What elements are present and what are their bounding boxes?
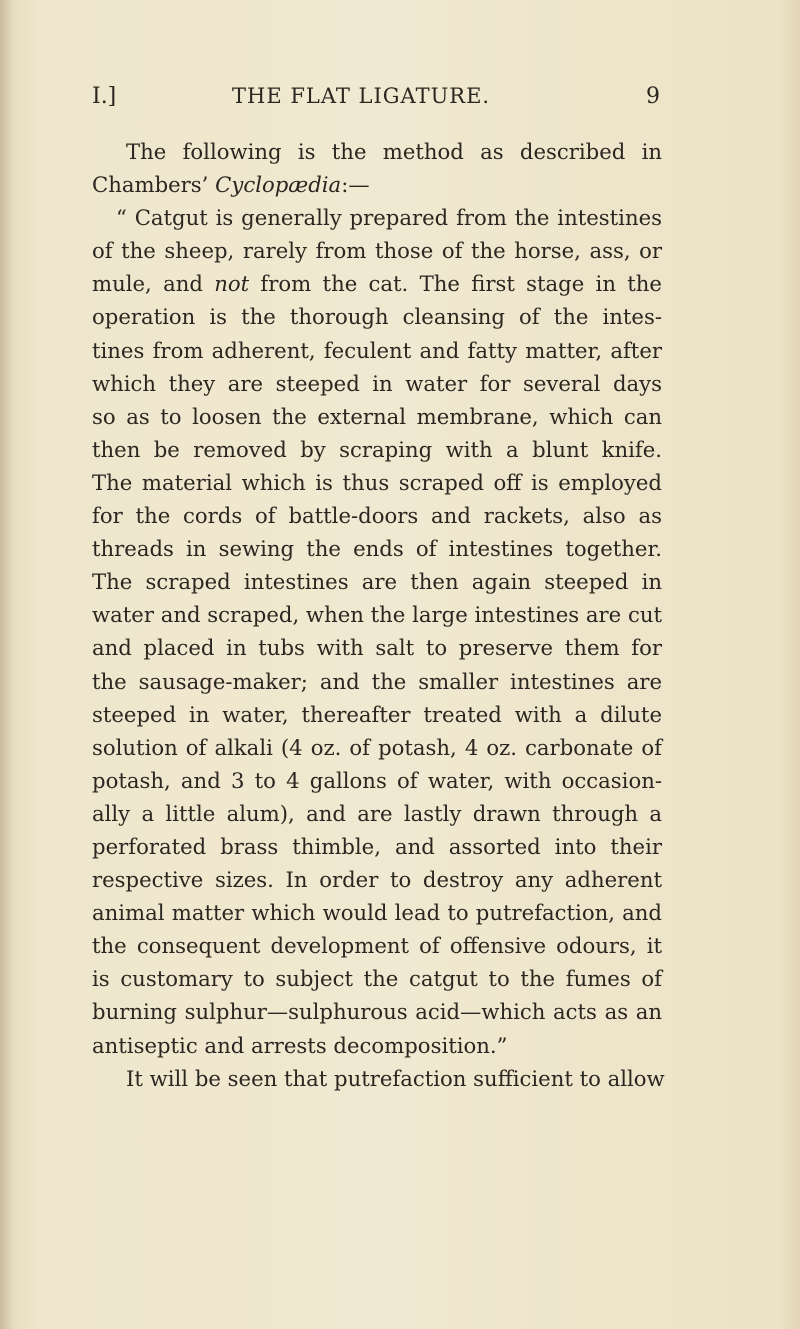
text-line: animal matter which would lead to putrefaction, and: [92, 900, 662, 926]
text-line: so as to loosen the external membrane, which can: [92, 403, 662, 429]
text-line: of the sheep, rarely from those of the horse, ass, or: [92, 238, 662, 264]
text-line: The material which is thus scraped off is employed: [92, 469, 662, 495]
text-fragment: mule, and: [92, 271, 215, 297]
page-number: 9: [646, 84, 660, 109]
text-line: steeped in water, thereafter treated with a dilute: [92, 701, 662, 727]
text-line: is customary to subject the catgut to the fumes of: [92, 966, 662, 992]
text-line: [92, 168, 662, 201]
text-line: the sausage-maker; and the smaller intestines are: [92, 668, 662, 694]
text-line: tines from adherent, feculent and fatty matter, after: [92, 337, 662, 363]
cited-work-title: Cyclopædia: [215, 172, 342, 198]
text-line: potash, and 3 to 4 gallons of water, with occasion-: [92, 767, 662, 793]
text-line: which they are steeped in water for several days: [92, 370, 662, 396]
running-title: THE FLAT LIGATURE.: [232, 84, 491, 108]
text-line: water and scraped, when the large intestines are cut: [92, 602, 662, 628]
text-line: burning sulphur—sulphurous acid—which acts as an: [92, 999, 662, 1025]
text-fragment: from the cat. The first stage in the: [249, 271, 662, 297]
text-line: solution of alkali (4 oz. of potash, 4 oz. carbonate of: [92, 734, 662, 760]
gutter-shadow: [0, 0, 14, 1329]
text-line: then be removed by scraping with a blunt knife.: [92, 436, 662, 462]
text-line: respective sizes. In order to destroy any adherent: [92, 867, 662, 893]
chapter-marker: I.]: [92, 84, 117, 109]
text-line: for the cords of battle-doors and rackets, also as: [92, 503, 662, 529]
running-header: [92, 84, 660, 120]
text-line: The scraped intestines are then again steeped in: [92, 569, 662, 595]
text-line: [92, 267, 662, 300]
text-line: operation is the thorough cleansing of the intes-: [92, 304, 662, 330]
text-fragment: Chambers’: [92, 172, 216, 198]
emphasis-word: not: [214, 271, 250, 297]
text-line: The following is the method as described in: [126, 139, 662, 164]
text-line: ally a little alum), and are lastly drawn through a: [92, 800, 662, 826]
text-line: threads in sewing the ends of intestines together.: [92, 536, 662, 562]
text-line: It will be seen that putrefaction sufficient to allow: [126, 1065, 665, 1091]
text-line: “ Catgut is generally prepared from the intestines: [116, 205, 662, 231]
text-fragment: :—: [341, 172, 370, 198]
text-line: the consequent development of offensive odours, it: [92, 933, 662, 959]
text-line: perforated brass thimble, and assorted into their: [92, 833, 662, 859]
text-line: and placed in tubs with salt to preserve them for: [92, 635, 662, 661]
body-text: [92, 135, 665, 1095]
text-line: antiseptic and arrests decomposition.”: [92, 1032, 508, 1058]
